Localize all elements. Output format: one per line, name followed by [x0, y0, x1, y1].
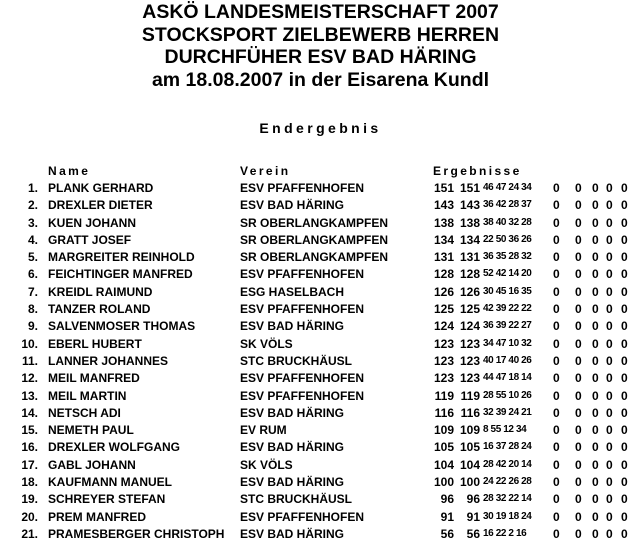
total-cell: 134	[433, 232, 454, 247]
total-cell: 143	[433, 198, 454, 213]
table-row	[0, 474, 641, 491]
stage-scores-cell: 46 47 24 34	[483, 182, 532, 193]
extra-score-cell: 0	[592, 509, 599, 524]
extra-score-cell: 0	[575, 405, 582, 420]
club-cell: ESV BAD HÄRING	[240, 405, 345, 420]
extra-score-cell: 0	[575, 457, 582, 472]
name-cell: DREXLER DIETER	[48, 198, 153, 213]
subtitle: Endergebnis	[259, 120, 382, 136]
best-cell: 100	[459, 475, 480, 490]
total-cell: 125	[433, 302, 454, 317]
extra-score-cell: 0	[606, 475, 613, 490]
extra-score-cell: 0	[575, 198, 582, 213]
extra-score-cell: 0	[575, 371, 582, 386]
extra-score-cell: 0	[553, 250, 560, 265]
best-cell: 56	[466, 526, 480, 541]
extra-score-cell: 0	[606, 198, 613, 213]
name-cell: MARGREITER REINHOLD	[48, 250, 195, 265]
extra-score-cell: 0	[553, 371, 560, 386]
extra-score-cell: 0	[592, 336, 599, 351]
rank-cell: 11.	[21, 353, 38, 368]
column-header-results: Ergebnisse	[433, 164, 522, 178]
best-cell: 125	[459, 302, 480, 317]
extra-score-cell: 0	[575, 388, 582, 403]
extra-score-cell: 0	[575, 215, 582, 230]
best-cell: 124	[459, 319, 480, 334]
club-cell: EV RUM	[240, 423, 287, 438]
extra-score-cell: 0	[606, 284, 613, 299]
extra-score-cell: 0	[592, 423, 599, 438]
extra-score-cell: 0	[575, 353, 582, 368]
total-cell: 123	[433, 353, 454, 368]
total-cell: 100	[433, 475, 454, 490]
club-cell: ESV PFAFFENHOFEN	[240, 302, 365, 317]
extra-score-cell: 0	[592, 215, 599, 230]
total-cell: 105	[433, 440, 454, 455]
name-cell: KREIDL RAIMUND	[48, 284, 153, 299]
total-cell: 116	[434, 405, 454, 420]
club-cell: ESV PFAFFENHOFEN	[240, 509, 365, 524]
table-row	[0, 336, 641, 353]
stage-scores-cell: 38 40 32 28	[483, 216, 532, 228]
best-cell: 138	[459, 215, 480, 230]
extra-score-cell: 0	[553, 457, 560, 472]
rank-cell: 1.	[27, 181, 38, 195]
extra-score-cell: 0	[592, 492, 599, 507]
extra-score-cell: 0	[606, 232, 613, 247]
best-cell: 123	[459, 336, 480, 351]
club-cell: ESV BAD HÄRING	[240, 319, 345, 334]
stage-scores-cell: 22 50 36 26	[483, 233, 532, 245]
title-line-4: am 18.08.2007 in der Eisarena Kundl	[151, 68, 490, 91]
total-cell: 91	[440, 509, 454, 524]
table-row	[0, 197, 641, 214]
extra-score-cell: 0	[621, 492, 628, 507]
club-cell: ESG HASELBACH	[240, 284, 345, 299]
extra-score-cell: 0	[592, 457, 599, 472]
extra-score-cell: 0	[621, 181, 628, 195]
extra-score-cell: 0	[606, 492, 613, 507]
table-row	[0, 215, 641, 232]
extra-score-cell: 0	[606, 526, 613, 541]
stage-scores-cell: 28 32 22 14	[483, 493, 532, 505]
extra-score-cell: 0	[606, 215, 613, 230]
extra-score-cell: 0	[575, 319, 582, 334]
rank-cell: 2.	[27, 198, 38, 213]
extra-score-cell: 0	[606, 405, 613, 420]
extra-score-cell: 0	[592, 526, 599, 541]
extra-score-cell: 0	[575, 181, 582, 195]
club-cell: ESV BAD HÄRING	[240, 526, 345, 541]
club-cell: ESV PFAFFENHOFEN	[240, 181, 365, 195]
extra-score-cell: 0	[575, 302, 582, 317]
best-cell: 128	[459, 267, 480, 282]
extra-score-cell: 0	[606, 250, 613, 265]
rank-cell: 19.	[21, 492, 38, 507]
rank-cell: 4.	[27, 232, 38, 247]
extra-score-cell: 0	[621, 457, 628, 472]
club-cell: ESV PFAFFENHOFEN	[240, 371, 365, 386]
name-cell: KUEN JOHANN	[48, 215, 137, 230]
extra-score-cell: 0	[553, 181, 560, 195]
extra-score-cell: 0	[553, 475, 560, 490]
rank-cell: 12.	[21, 371, 38, 386]
stage-scores-cell: 16 37 28 24	[483, 441, 532, 453]
club-cell: SR OBERLANGKAMPFEN	[240, 232, 389, 247]
extra-score-cell: 0	[592, 267, 599, 282]
best-cell: 105	[459, 440, 480, 455]
name-cell: PREM MANFRED	[48, 509, 146, 524]
total-cell: 123	[433, 336, 454, 351]
extra-score-cell: 0	[553, 509, 560, 524]
total-cell: 109	[433, 423, 454, 438]
total-cell: 138	[433, 215, 454, 230]
extra-score-cell: 0	[621, 319, 628, 334]
best-cell: 126	[459, 284, 480, 299]
table-row	[0, 180, 641, 197]
table-row	[0, 457, 641, 474]
extra-score-cell: 0	[621, 267, 628, 282]
name-cell: MEIL MARTIN	[48, 388, 127, 403]
extra-score-cell: 0	[575, 267, 582, 282]
total-cell: 126	[433, 284, 454, 299]
rank-cell: 20.	[21, 509, 38, 524]
extra-score-cell: 0	[621, 215, 628, 230]
club-cell: STC BRUCKHÄUSL	[240, 492, 352, 507]
extra-score-cell: 0	[606, 302, 613, 317]
stage-scores-cell: 44 47 18 14	[483, 372, 532, 384]
extra-score-cell: 0	[621, 509, 628, 524]
stage-scores-cell: 32 39 24 21	[483, 406, 532, 418]
best-cell: 109	[459, 423, 480, 438]
name-cell: FEICHTINGER MANFRED	[48, 267, 193, 282]
stage-scores-cell: 24 22 26 28	[483, 476, 532, 488]
extra-score-cell: 0	[606, 388, 613, 403]
name-cell: PRAMESBERGER CHRISTOPH	[48, 526, 225, 541]
club-cell: STC BRUCKHÄUSL	[240, 353, 352, 368]
stage-scores-cell: 52 42 14 20	[483, 268, 532, 280]
table-row	[0, 526, 641, 543]
best-cell: 91	[466, 509, 480, 524]
extra-score-cell: 0	[575, 526, 582, 541]
extra-score-cell: 0	[592, 319, 599, 334]
extra-score-cell: 0	[621, 526, 628, 541]
table-row	[0, 439, 641, 456]
extra-score-cell: 0	[575, 440, 582, 455]
club-cell: ESV PFAFFENHOFEN	[240, 388, 365, 403]
extra-score-cell: 0	[592, 353, 599, 368]
club-cell: SR OBERLANGKAMPFEN	[240, 215, 389, 230]
rank-cell: 16.	[21, 440, 38, 455]
extra-score-cell: 0	[606, 319, 613, 334]
stage-scores-cell: 30 19 18 24	[483, 510, 532, 522]
extra-score-cell: 0	[621, 198, 628, 213]
extra-score-cell: 0	[592, 440, 599, 455]
extra-score-cell: 0	[592, 405, 599, 420]
club-cell: ESV BAD HÄRING	[240, 198, 345, 213]
extra-score-cell: 0	[621, 336, 628, 351]
table-row	[0, 491, 641, 508]
name-cell: NEMETH PAUL	[48, 423, 134, 438]
table-row	[0, 266, 641, 283]
club-cell: ESV PFAFFENHOFEN	[240, 267, 365, 282]
extra-score-cell: 0	[606, 371, 613, 386]
extra-score-cell: 0	[621, 250, 628, 265]
best-cell: 119	[460, 388, 480, 403]
extra-score-cell: 0	[606, 353, 613, 368]
best-cell: 116	[460, 405, 480, 420]
title-line-1: ASKÖ LANDESMEISTERSCHAFT 2007	[142, 1, 499, 23]
name-cell: PLANK GERHARD	[48, 181, 154, 195]
stage-scores-cell: 42 39 22 22	[483, 303, 532, 315]
extra-score-cell: 0	[575, 423, 582, 438]
stage-scores-cell: 36 35 28 32	[483, 251, 532, 263]
column-header-club: Verein	[240, 164, 291, 178]
total-cell: 104	[433, 457, 454, 472]
best-cell: 143	[459, 198, 480, 213]
club-cell: SK VÖLS	[240, 457, 293, 472]
best-cell: 151	[459, 181, 480, 195]
extra-score-cell: 0	[553, 336, 560, 351]
name-cell: TANZER ROLAND	[48, 302, 151, 317]
extra-score-cell: 0	[553, 302, 560, 317]
rank-cell: 18.	[21, 475, 38, 490]
extra-score-cell: 0	[592, 232, 599, 247]
stage-scores-cell: 36 42 28 37	[483, 199, 532, 211]
extra-score-cell: 0	[553, 215, 560, 230]
title-line-3: DURCHFÜHER ESV BAD HÄRING	[164, 46, 477, 69]
extra-score-cell: 0	[553, 405, 560, 420]
stage-scores-cell: 28 42 20 14	[483, 458, 532, 470]
club-cell: ESV BAD HÄRING	[240, 475, 345, 490]
extra-score-cell: 0	[553, 267, 560, 282]
extra-score-cell: 0	[592, 284, 599, 299]
extra-score-cell: 0	[553, 388, 560, 403]
rank-cell: 7.	[27, 284, 38, 299]
extra-score-cell: 0	[553, 526, 560, 541]
extra-score-cell: 0	[592, 181, 599, 195]
name-cell: KAUFMANN MANUEL	[48, 475, 172, 490]
stage-scores-cell: 40 17 40 26	[483, 354, 532, 366]
extra-score-cell: 0	[621, 232, 628, 247]
stage-scores-cell: 34 47 10 32	[483, 337, 532, 349]
name-cell: NETSCH ADI	[48, 405, 121, 420]
stage-scores-cell: 36 39 22 27	[483, 320, 532, 332]
rank-cell: 21.	[21, 526, 38, 541]
name-cell: MEIL MANFRED	[48, 371, 140, 386]
extra-score-cell: 0	[553, 319, 560, 334]
extra-score-cell: 0	[575, 336, 582, 351]
extra-score-cell: 0	[592, 302, 599, 317]
table-row	[0, 353, 641, 370]
best-cell: 123	[459, 371, 480, 386]
name-cell: GRATT JOSEF	[48, 232, 132, 247]
best-cell: 104	[459, 457, 480, 472]
table-row	[0, 249, 641, 266]
table-row	[0, 405, 641, 422]
total-cell: 56	[440, 526, 454, 541]
extra-score-cell: 0	[592, 198, 599, 213]
total-cell: 151	[433, 181, 454, 195]
stage-scores-cell: 28 55 10 26	[483, 389, 532, 401]
extra-score-cell: 0	[606, 440, 613, 455]
extra-score-cell: 0	[621, 388, 628, 403]
rank-cell: 6.	[27, 267, 38, 282]
table-row	[0, 318, 641, 335]
best-cell: 96	[466, 492, 480, 507]
rank-cell: 5.	[27, 250, 38, 265]
rank-cell: 10.	[21, 336, 38, 351]
extra-score-cell: 0	[553, 353, 560, 368]
column-header-name: Name	[48, 164, 91, 178]
extra-score-cell: 0	[621, 405, 628, 420]
rank-cell: 13.	[21, 388, 38, 403]
club-cell: SK VÖLS	[240, 336, 293, 351]
rank-cell: 3.	[27, 215, 38, 230]
extra-score-cell: 0	[575, 492, 582, 507]
extra-score-cell: 0	[575, 284, 582, 299]
extra-score-cell: 0	[621, 371, 628, 386]
stage-scores-cell: 8 55 12 34	[483, 424, 527, 436]
table-row	[0, 509, 641, 526]
extra-score-cell: 0	[621, 302, 628, 317]
extra-score-cell: 0	[553, 423, 560, 438]
extra-score-cell: 0	[621, 423, 628, 438]
extra-score-cell: 0	[575, 232, 582, 247]
extra-score-cell: 0	[592, 250, 599, 265]
results-table	[0, 180, 641, 543]
name-cell: DREXLER WOLFGANG	[48, 440, 180, 455]
table-row	[0, 284, 641, 301]
name-cell: SCHREYER STEFAN	[48, 492, 166, 507]
extra-score-cell: 0	[621, 353, 628, 368]
club-cell: ESV BAD HÄRING	[240, 440, 345, 455]
extra-score-cell: 0	[606, 336, 613, 351]
extra-score-cell: 0	[575, 475, 582, 490]
best-cell: 123	[459, 353, 480, 368]
stage-scores-cell: 16 22 2 16	[483, 527, 527, 539]
club-cell: SR OBERLANGKAMPFEN	[240, 250, 389, 265]
table-row	[0, 422, 641, 439]
total-cell: 131	[433, 250, 454, 265]
table-row	[0, 388, 641, 405]
extra-score-cell: 0	[621, 475, 628, 490]
extra-score-cell: 0	[592, 388, 599, 403]
name-cell: LANNER JOHANNES	[48, 353, 169, 368]
extra-score-cell: 0	[553, 232, 560, 247]
extra-score-cell: 0	[553, 284, 560, 299]
extra-score-cell: 0	[621, 284, 628, 299]
extra-score-cell: 0	[606, 423, 613, 438]
extra-score-cell: 0	[553, 492, 560, 507]
extra-score-cell: 0	[592, 371, 599, 386]
document-title	[0, 1, 641, 91]
rank-cell: 9.	[27, 319, 38, 334]
name-cell: SALVENMOSER THOMAS	[48, 319, 196, 334]
title-line-2: STOCKSPORT ZIELBEWERB HERREN	[141, 23, 500, 46]
rank-cell: 15.	[21, 423, 38, 438]
table-row	[0, 232, 641, 249]
table-row	[0, 301, 641, 318]
extra-score-cell: 0	[575, 250, 582, 265]
total-cell: 128	[433, 267, 454, 282]
extra-score-cell: 0	[553, 440, 560, 455]
name-cell: EBERL HUBERT	[48, 336, 142, 351]
extra-score-cell: 0	[606, 267, 613, 282]
extra-score-cell: 0	[553, 198, 560, 213]
table-row	[0, 370, 641, 387]
extra-score-cell: 0	[592, 475, 599, 490]
rank-cell: 17.	[21, 457, 38, 472]
extra-score-cell: 0	[606, 509, 613, 524]
extra-score-cell: 0	[621, 440, 628, 455]
name-cell: GABL JOHANN	[48, 457, 136, 472]
best-cell: 134	[459, 232, 480, 247]
total-cell: 119	[434, 388, 454, 403]
extra-score-cell: 0	[606, 181, 613, 195]
extra-score-cell: 0	[575, 509, 582, 524]
total-cell: 123	[433, 371, 454, 386]
extra-score-cell: 0	[606, 457, 613, 472]
best-cell: 131	[459, 250, 480, 265]
stage-scores-cell: 30 45 16 35	[483, 285, 532, 297]
rank-cell: 14.	[21, 405, 38, 420]
total-cell: 124	[433, 319, 454, 334]
total-cell: 96	[440, 492, 454, 507]
rank-cell: 8.	[27, 302, 38, 317]
